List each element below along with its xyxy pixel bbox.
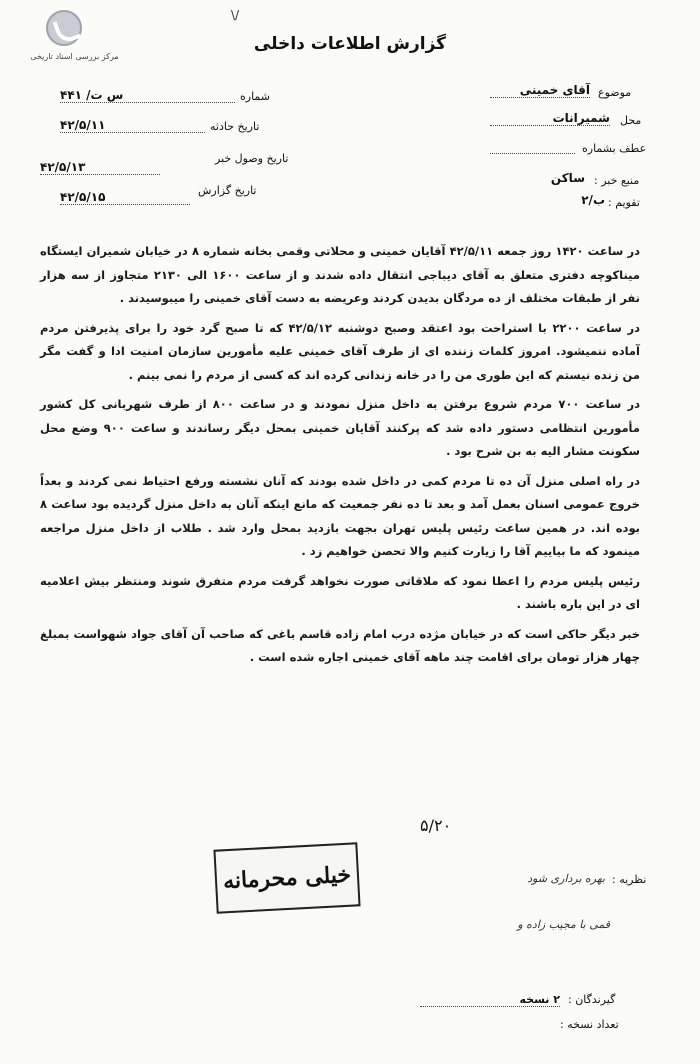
number-label: شماره (240, 90, 271, 103)
event-date-value: ۴۲/۵/۱۱ (60, 118, 205, 133)
report-body (40, 240, 640, 676)
body-paragraph: خبر دیگر حاکی است که در خیابان مژده درب امام زاده قاسم باغی که صاحب آن آقای جواد شهواست بمبلغ چهار هزار تومان برای اقامت چند ماهه آقای خمینی اجاره شده است . (40, 626, 640, 664)
source-label: منبع خبر : (594, 174, 640, 187)
subject-value: آقای خمینی (490, 83, 590, 98)
watermark-logo (12, 10, 137, 70)
reference-line (490, 153, 575, 154)
body-paragraph: در ساعت ۲۲۰۰ با استراحت بود اعتقد وصبح دوشنبه ۴۲/۵/۱۲ که تا صبح گرد خود را برای پذیرفتن مردم آماده ننمیشود. امروز کلمات زننده ای از طرف آقای خمینی علیه مأمورین سازمان امنیت ادا و گفت مگر من زنده نیستم که این طوری من را در خانه زندانی کرده اند که کسی از مردم را نمی بینم . (40, 320, 640, 382)
body-paragraph: در ساعت ۷۰۰ مردم شروع برفتن به داخل منزل نمودند و در ساعت ۸۰۰ از طرف شهربانی کل کشور مأمورین انتظامی دستور داده شد که پرکنند آقایان خمینی بمحل دیگر رساندند و ساعت ۹۰۰ وضع محل سکونت مشار الیه به بن شرح بود . (40, 397, 641, 458)
evaluation-label: تقویم : (608, 196, 640, 209)
opinion-label: نظریه : (612, 873, 647, 886)
confidential-stamp (213, 842, 360, 913)
body-paragraph: رئیس پلیس مردم را اعطا نمود که ملاقاتی صورت نخواهد گرفت مردم متفرق شوند ومنتظر بیش اعلامیه ای در این باره باشند . (40, 573, 640, 611)
body-paragraph: در ساعت ۱۴۲۰ روز جمعه ۴۲/۵/۱۱ آقایان خمینی و محلاتی وقمی بخانه شماره ۸ در خیابان شمیران ایستگاه میناکوچه دفتری متعلق به آقای دیباجی انتقال داده شدند و از ساعت ۱۶۰۰ الی ۲۱۳۰ متجاوز از سه هزار نفر از طبقات مختلف از ده مردگان بدیدن کردند وعریضه به دست آقای خمینی را میبوسیدند . (40, 244, 641, 305)
reference-label: عطف بشماره (582, 142, 647, 155)
source-value: ساکن (550, 171, 585, 185)
page-title: گزارش اطلاعات داخلی (253, 34, 447, 54)
opinion-handwriting: بهره برداری شود (527, 872, 605, 885)
top-mark: \/ (231, 8, 240, 22)
body-paragraph: در راه اصلی منزل آن ده تا مردم کمی در داخل شده بودند که آنان نشسته ورفع احتیاط نمی کردند و بعداً خروج عمومی اسنان بعمل آمد و بعد تا ده نفر جمعیت که مانع اینکه آنان به داخل منزل گردیده بود ساعت ۸ بوده اند. در همین ساعت رئیس پلیس تهران بجهت بازدید بمحل وارد شد . طلاب از داخل منزل مراجعه مینمود که ما بیاییم آقا را زیارت کنیم والا تحصن خواهیم زد . (40, 473, 640, 558)
report-date-value: ۴۲/۵/۱۵ (60, 190, 190, 205)
place-label: محل (620, 114, 642, 127)
recipients-label: گیرندگان : (568, 993, 616, 1006)
copies-label: تعداد نسخه : (560, 1018, 619, 1031)
place-value: شمیرانات (490, 111, 610, 126)
subject-label: موضوع (598, 86, 632, 99)
margin-number: ۵/۲۰ (420, 816, 452, 835)
receipt-date-label: تاریخ وصول خبر (215, 152, 289, 165)
receipt-date-value: ۴۲/۵/۱۳ (40, 160, 160, 175)
evaluation-value: ۲/ب (581, 193, 605, 207)
watermark-label: مرکز بررسی اسناد تاریخی (30, 52, 119, 61)
recipients-value: ۲ نسخه (420, 993, 560, 1007)
report-date-label: تاریخ گزارش (198, 184, 257, 197)
archive-logo-icon (46, 10, 82, 46)
handwritten-note: قمی با مجیب زاده و (517, 918, 610, 931)
event-date-label: تاریخ حادثه (210, 120, 260, 133)
number-value: ۴۴۱ /س ت (60, 88, 235, 103)
stamp-text: خیلی محرمانه (222, 861, 352, 895)
